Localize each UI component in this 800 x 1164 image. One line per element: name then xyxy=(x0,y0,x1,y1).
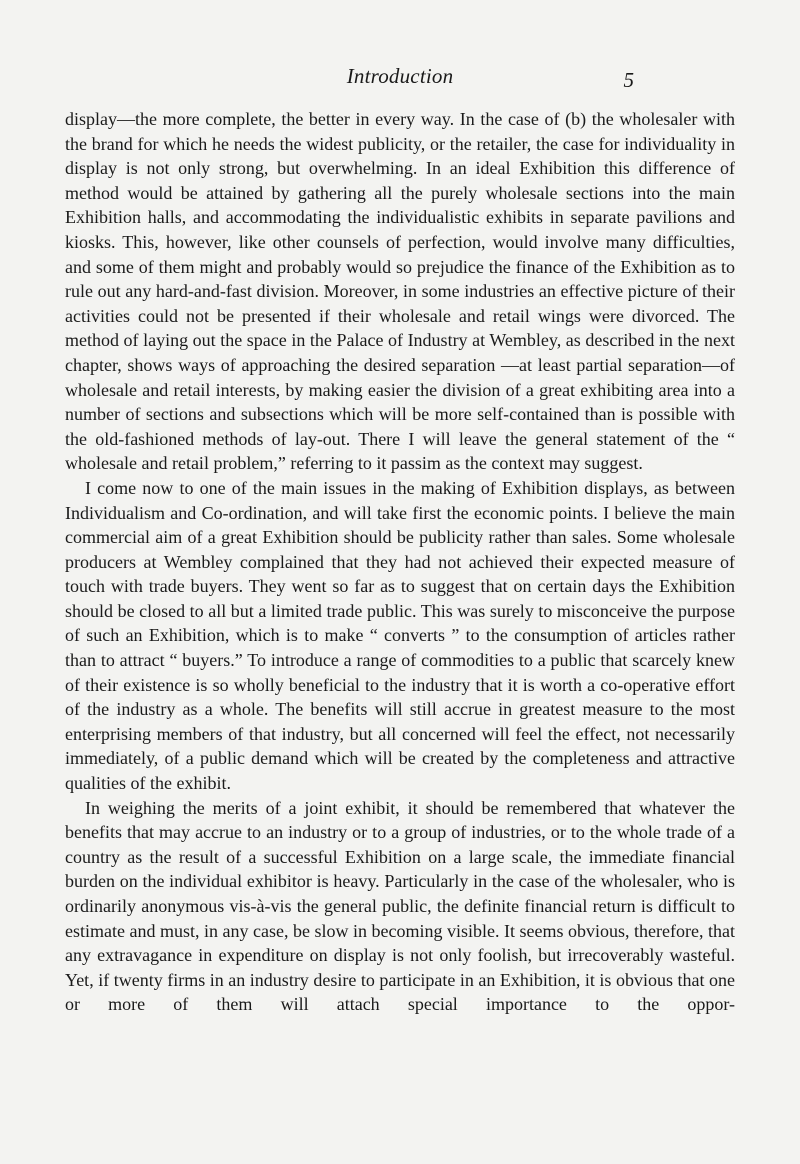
paragraph-3: In weighing the merits of a joint exhibit, it should be remembered that whatever the benefits that may accrue to an industry or to a group of industries, or to the whole trade of a country as the result of a successful Exhibition on a large scale, the immediate financial burden on the individual exhibitor is heavy. Particularly in the case of the wholesaler, who is ordinarily anonymous vis-à-vis the general public, the definite financial return is difficult to estimate and must, in any case, be slow in becoming visible. It seems obvious, therefore, that any extravagance in expenditure on display is not only foolish, but irrecoverably wasteful. Yet, if twenty firms in an industry desire to participate in an Exhibition, it is obvious that one or more of them will attach special importance to the oppor- xyxy=(65,797,735,1015)
running-head xyxy=(0,64,800,94)
paragraph-2: I come now to one of the main issues in the making of Exhibition displays, as between Individualism and Co-ordination, and will take first the economic points. I believe the main commercial aim of a great Exhibition should be publicity rather than sales. Some wholesale producers at Wembley complained that they had not achieved their expected measure of touch with trade buyers. They went so far as to suggest that on certain days the Exhibition should be closed to all but a limited trade public. This was surely to misconceive the purpose of such an Exhibition, which is to make “ converts ” to the consumption of articles rather than to attract “ buyers.” To introduce a range of commodities to a public that scarcely knew of their existence is so wholly beneficial to the industry that it is worth a co-operative effort of the industry as a whole. The benefits will still accrue in greatest measure to the most enterprising members of that industry, but all concerned will feel the effect, not necessarily immediately, of a public demand which will be created by the completeness and attractive qualities of the exhibit. xyxy=(65,477,735,794)
page-number: 5 xyxy=(623,68,634,92)
body-text xyxy=(65,107,735,1017)
running-head-title: Introduction xyxy=(346,64,454,88)
paragraph-1: display—the more complete, the better in every way. In the case of (b) the wholesaler with the brand for which he needs the widest publicity, or the retailer, the case for individuality in display is not only strong, but overwhelming. In an ideal Exhibition this difference of method would be attained by gathering all the purely wholesale sections into the main Exhibition halls, and accommodating the individualistic exhibits in separate pavilions and kiosks. This, however, like other counsels of perfection, would involve many difficulties, and some of them might and probably would so prejudice the finance of the Exhibition as to rule out any hard-and-fast division. Moreover, in some industries an effective picture of their activities could not be presented if their wholesale and retail wings were divorced. The method of laying out the space in the Palace of Industry at Wembley, as described in the next chapter, shows ways of approaching the desired separation —at least partial separation—of wholesale and retail interests, by making easier the division of a great exhibiting area into a number of sections and subsections which will be more self-contained than is possible with the old-fashioned methods of lay-out. There I will leave the general statement of the “ wholesale and retail problem,” referring to it passim as the context may suggest. xyxy=(65,109,735,474)
